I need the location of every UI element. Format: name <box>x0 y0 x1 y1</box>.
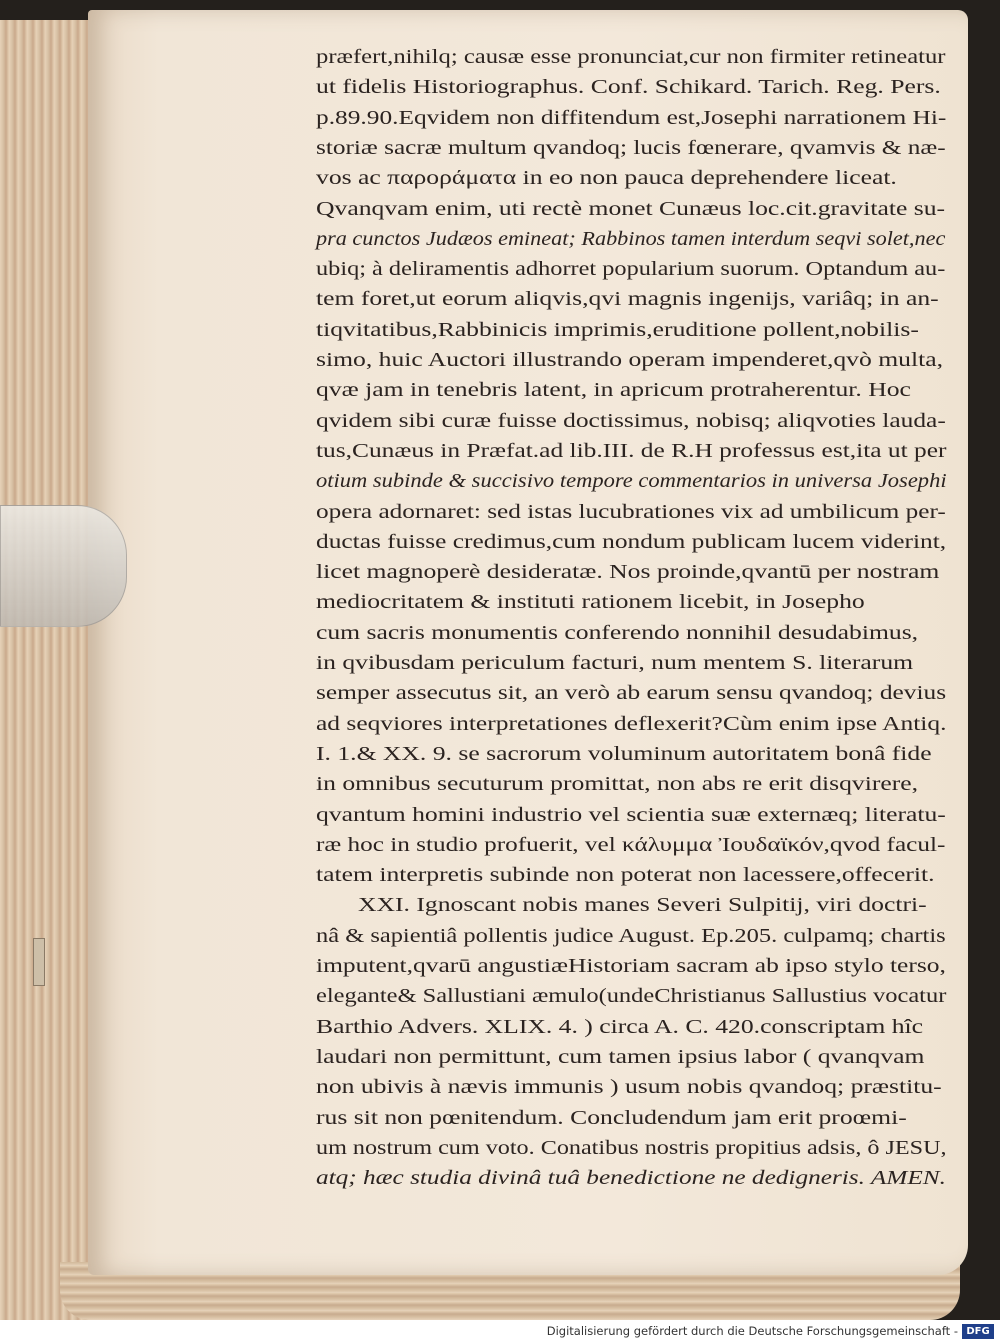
text-line: pra cunctos Judæos emineat; Rabbinos tamen interdum seqvi solet,nec <box>316 227 946 250</box>
text-line: ræ hoc in studio profuerit, vel κάλυμμα Ἰουδαϊκόν,qvod facul- <box>316 833 946 856</box>
text-line: rus sit non pœnitendum. Concludendum jam erit proœmi- <box>316 1106 907 1129</box>
section-heading-line: XXI. Ignoscant nobis manes Severi Sulpitij, viri doctri- <box>358 894 927 917</box>
text-line: ut fidelis Historiographus. Conf. Schikard. Tarich. Reg. Pers. <box>316 76 941 99</box>
text-line: ad seqviores interpretationes deflexerit?Cùm enim ipse Antiq. <box>316 712 947 735</box>
text-line: qvidem sibi curæ fuisse doctissimus, nobisq; aliqvoties lauda- <box>316 409 946 432</box>
page-tab-marker <box>33 938 45 986</box>
footer-bar <box>0 1320 1000 1344</box>
text-line: non ubivis à nævis immunis ) usum nobis qvandoq; præstitu- <box>316 1076 942 1099</box>
text-line: ubiq; à deliramentis adhorret popularium suorum. Optandum au- <box>316 258 946 281</box>
footer-credit: Digitalisierung gefördert durch die Deutsche Forschungsgemeinschaft - <box>546 1324 958 1338</box>
text-line: tatem interpretis subinde non poterat non lacessere,offecerit. <box>316 864 935 887</box>
text-line: tus,Cunæus in Præfat.ad lib.III. de R.H professus est,ita ut per <box>316 439 947 462</box>
text-line: cum sacris monumentis conferendo nonnihil desudabimus, <box>316 621 919 644</box>
text-line: mediocritatem & instituti rationem licebit, in Josepho <box>316 591 865 614</box>
text-line: qvæ jam in tenebris latent, in apricum protraherentur. Hoc <box>316 379 911 402</box>
dfg-logo-icon: DFG <box>962 1324 994 1339</box>
text-line: vos ac παροράματα in eo non pauca deprehendere liceat. <box>316 167 897 190</box>
text-line: præfert,nihilq; causæ esse pronunciat,cur non firmiter retineatur <box>316 46 946 68</box>
text-line: nâ & sapientiâ pollentis judice August. Ep.205. culpamq; chartis <box>316 924 946 947</box>
text-line: p.89.90.Eqvidem non diffitendum est,Josephi narrationem Hi- <box>316 106 947 129</box>
text-line: qvantum homini industrio vel scientia suæ externæq; literatu- <box>316 803 946 826</box>
text-line: I. 1.& XX. 9. se sacrorum voluminum autoritatem bonâ fide <box>316 742 932 765</box>
text-line: licet magnoperè desideratæ. Nos proinde,qvantū per nostram <box>316 561 940 584</box>
text-line: simo, huic Auctori illustrando operam impenderet,qvò multa, <box>316 349 943 371</box>
text-line: Qvanqvam enim, uti rectè monet Cunæus loc.cit.gravitate su- <box>316 197 946 220</box>
text-line: in qvibusdam periculum facturi, num mentem S. literarum <box>316 652 914 674</box>
page-edges-left <box>0 20 95 1320</box>
text-line: in omnibus secuturum promittat, non abs re erit disqvirere, <box>316 773 919 796</box>
text-line: tiqvitatibus,Rabbinicis imprimis,eruditione pollent,nobilis- <box>316 318 919 341</box>
text-line: ductas fuisse credimus,cum nondum publicam lucem viderint, <box>316 530 947 553</box>
text-line: atq; hæc studia divinâ tuâ benedictione ne dedigneris. AMEN. <box>316 1167 946 1190</box>
text-line: tem foret,ut eorum aliqvis,qvi magnis ingenijs, variâq; in an- <box>316 288 939 311</box>
text-line: otium subinde & succisivo tempore commentarios in universa Josephi <box>316 470 947 493</box>
text-line: Barthio Advers. XLIX. 4. ) circa A. C. 420.conscriptam hîc <box>316 1015 924 1038</box>
page-clip <box>0 505 127 627</box>
text-line: elegante& Sallustiani æmulo(undeChristianus Sallustius vocatur <box>316 985 947 1008</box>
text-line: imputent,qvarū angustiæHistoriam sacram ab ipso stylo terso, <box>316 955 946 977</box>
text-line: laudari non permittunt, cum tamen ipsius labor ( qvanqvam <box>316 1045 925 1068</box>
text-line: storiæ sacræ multum qvandoq; lucis fœnerare, qvamvis & næ- <box>316 136 946 159</box>
text-line: um nostrum cum voto. Conatibus nostris propitius adsis, ô JESU, <box>316 1136 947 1159</box>
text-line: opera adornaret: sed istas lucubrationes vix ad umbilicum per- <box>316 500 946 523</box>
text-line: semper assecutus sit, an verò ab earum sensu qvandoq; devius <box>316 682 947 705</box>
